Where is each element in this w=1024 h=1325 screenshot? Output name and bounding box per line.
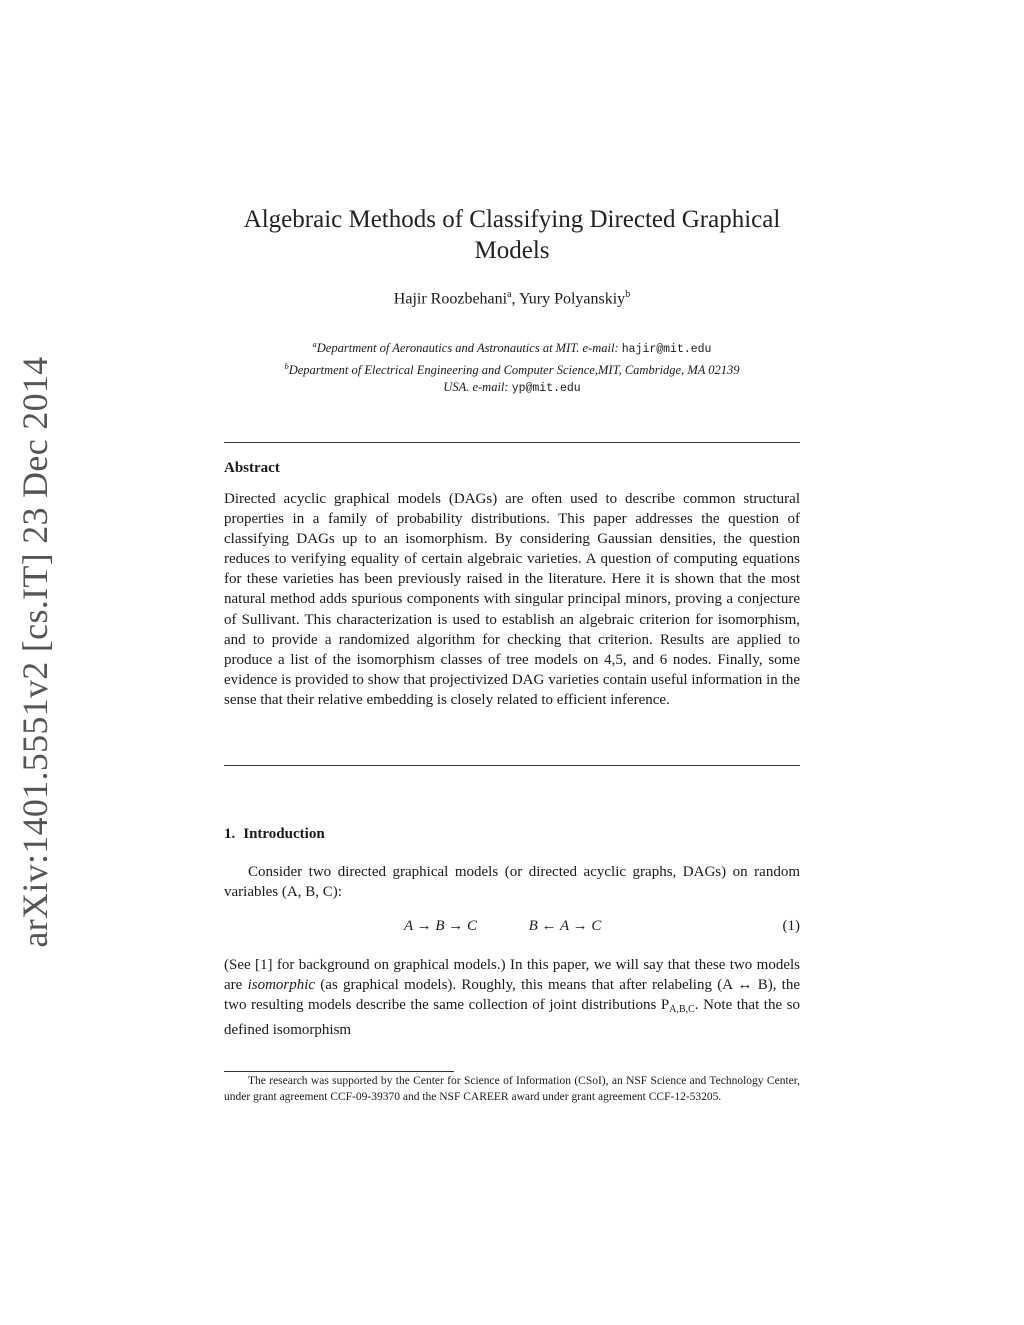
abstract-top-rule — [224, 442, 800, 443]
emphasized-term: isomorphic — [247, 977, 316, 994]
subscript: A,B,C — [669, 1004, 695, 1016]
affiliation-mark: b — [284, 361, 289, 372]
footnote-rule — [224, 1071, 454, 1072]
title-line-2: Models — [474, 237, 550, 264]
equation-content — [404, 918, 601, 935]
footnote — [224, 1074, 800, 1105]
abstract-body: Directed acyclic graphical models (DAGs) are often used to describe common structural properties in a family of probability distributions. This paper addresses the question of classifying DAGs up to an isomorphism. By considering Gaussian densities, the question reduces to verifying equality of certain algebraic varieties. A question of computing equations for these varieties has been previously raised in the literature. Here it is shown that the most natural method adds spurious components with singular principal minors, proving a conjecture of Sullivant. This characterization is used to establish an algebraic criterion for isomorphism, and to provide a randomized algorithm for checking that criterion. Results are applied to produce a list of the isomorphism classes of tree models on 4,5, and 6 nodes. Finally, some evidence is provided to show that projectivized DAG varieties contain useful information in the sense that their relative embedding is closely related to efficient inference. — [224, 491, 800, 708]
author-name: Yury Polyanskiy — [518, 290, 626, 308]
equation-right: B ← A → C — [528, 918, 602, 934]
affiliations — [216, 336, 808, 397]
footnote-text: The research was supported by the Center for Science of Information (CSoI), an NSF Science and Technology Center, under grant agreement CCF-09-39370 and the NSF CAREER award under grant agreement CCF-12-53205. — [224, 1075, 800, 1103]
intro-paragraph-2 — [224, 955, 800, 1040]
paper-title — [224, 204, 800, 266]
arxiv-identifier: arXiv:1401.5551v2 [cs.IT] 23 Dec 2014 — [15, 356, 55, 948]
intro-paragraph-1 — [224, 862, 800, 902]
paragraph-text: (as graphical models). Roughly, this means that after relabeling (A ↔ B), the two resulting models describe the same collection of joint distributions P — [224, 977, 801, 1014]
section-number: 1. — [224, 826, 236, 842]
section-heading — [224, 826, 333, 843]
author-name: Hajir Roozbehani — [393, 290, 508, 308]
affiliation-text: Department of Electrical Engineering and Computer Science,MIT, Cambridge, MA 02139 — [288, 363, 740, 378]
abstract-bottom-rule — [224, 765, 800, 766]
affiliation-text: USA. e-mail: — [443, 380, 512, 395]
affiliation-text: Department of Aeronautics and Astronautics at MIT. e-mail: — [316, 341, 622, 356]
author-affiliation-mark: a — [507, 289, 512, 300]
email-link[interactable]: yp@mit.edu — [511, 382, 581, 396]
affiliation-b — [216, 358, 808, 379]
display-equation — [224, 918, 800, 940]
paragraph-text: Consider two directed graphical models (or directed acyclic graphs, DAGs) on random variables (A, B, C): — [224, 864, 800, 901]
equation-number: (1) — [782, 918, 800, 934]
author-separator: , — [511, 290, 519, 308]
affiliation-mark: a — [312, 339, 317, 349]
author-list — [224, 289, 800, 308]
title-line-1: Algebraic Methods of Classifying Directed Graphical — [243, 206, 781, 233]
section-title: Introduction — [243, 826, 325, 842]
affiliation-b-continued — [216, 379, 808, 397]
arxiv-side-stamp — [10, 356, 60, 948]
paragraph-text: . Note that the so defined isomorphism — [224, 997, 800, 1039]
abstract-heading: Abstract — [224, 460, 280, 476]
equation-left: A → B → C — [404, 918, 478, 934]
affiliation-a — [216, 336, 808, 358]
paragraph-text: (See [1] for background on graphical models.) In this paper, we will say that these two models are — [224, 957, 800, 994]
author-affiliation-mark: b — [625, 289, 631, 300]
email-link[interactable]: hajir@mit.edu — [621, 343, 712, 357]
